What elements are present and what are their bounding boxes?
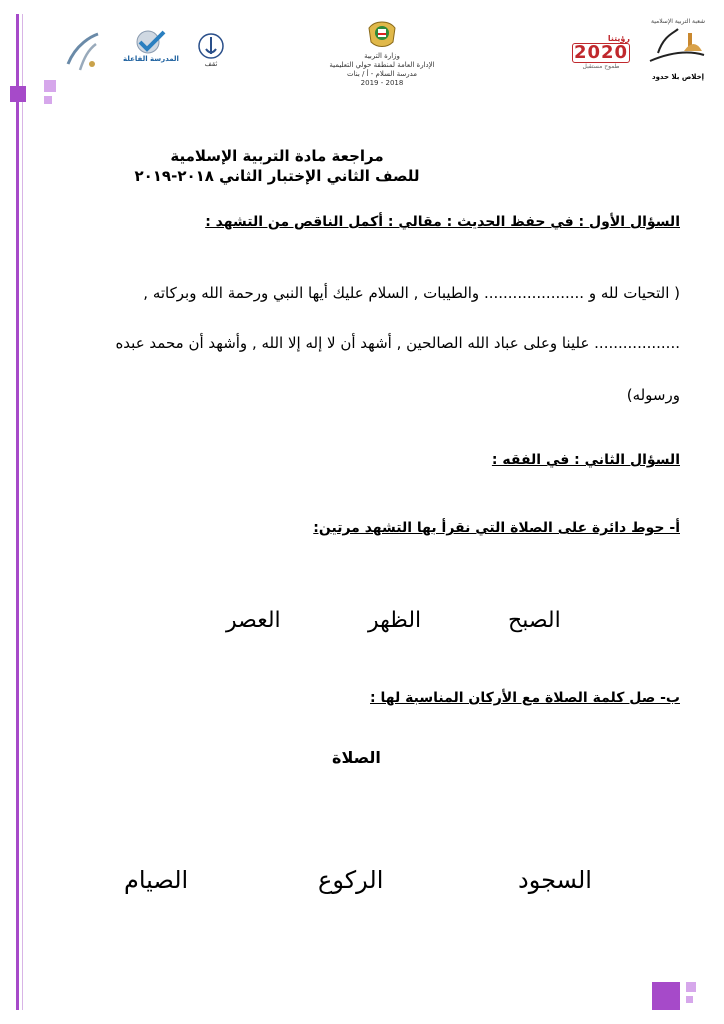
- option-siyam[interactable]: الصيام: [124, 866, 189, 894]
- part-a-label: أ- حوط دائرة على الصلاة التي نقرأ بها التشهد مرتين:: [313, 520, 680, 536]
- logo-islamic-dept: [644, 18, 712, 90]
- kuwait-emblem-icon: [365, 18, 399, 50]
- corner-square-bottom-small2: [686, 996, 693, 1003]
- thaqqaf-text: ثقف: [204, 59, 218, 68]
- page-title: [100, 146, 454, 186]
- anchor-icon: [197, 32, 225, 60]
- dept-top-text: شعبة التربية الإسلامية: [650, 18, 705, 25]
- logo-vision-2020: [572, 34, 630, 74]
- part-b-label: ب- صل كلمة الصلاة مع الأركان المناسبة لها :: [370, 690, 680, 706]
- dept-caption: إخلاص بلا حدود: [651, 73, 705, 81]
- ministry-header: [322, 18, 442, 100]
- corner-square-top: [10, 86, 26, 102]
- logo-effective-school: [122, 24, 180, 68]
- q1-text-line-1: ( التحيات لله و ..................... والطيبات , السلام عليك أيها النبي ورحمة الله وبركاته ,: [143, 284, 680, 302]
- option-rukoo[interactable]: الركوع: [318, 866, 384, 894]
- option-asr[interactable]: العصر: [226, 608, 281, 633]
- question-1-heading: السؤال الأول : في حفظ الحديث : مقالي : أكمل الناقص من التشهد :: [205, 214, 680, 230]
- prayer-word[interactable]: الصلاة: [332, 748, 381, 767]
- corner-square-top-small2: [44, 96, 52, 104]
- vision-label: رؤيتنا: [607, 34, 630, 43]
- vision-year: 2020: [573, 42, 629, 63]
- option-sujood[interactable]: السجود: [518, 866, 592, 894]
- question-2-heading: السؤال الثاني : في الفقه :: [491, 452, 680, 468]
- ministry-line-3: مدرسة السلام - أ / بنات: [347, 70, 417, 78]
- ministry-line-4: 2018 - 2019: [360, 79, 404, 87]
- ministry-line-1: وزارة التربية: [364, 52, 400, 60]
- logo-thaqqaf: [194, 28, 228, 72]
- corner-square-bottom: [652, 982, 680, 1010]
- option-fajr[interactable]: الصبح: [508, 608, 561, 633]
- q1-text-line-2: .................. علينا وعلى عباد الله الصالحين , أشهد أن لا إله إلا الله , وأشهد أن محمد عبده: [115, 334, 680, 352]
- logo-swoosh: [58, 24, 106, 80]
- q1-text-line-3: ورسوله): [626, 386, 680, 404]
- option-dhuhr[interactable]: الظهر: [368, 608, 422, 633]
- mosque-book-icon: [644, 25, 712, 69]
- corner-square-top-small: [44, 80, 56, 92]
- ministry-line-2: الإدارة العامة لمنطقة حولي التعليمية: [329, 61, 435, 69]
- left-border-line-thin: [22, 14, 23, 1010]
- corner-square-bottom-small: [686, 982, 696, 992]
- vision-sub: طموح مستقبل: [582, 63, 620, 70]
- title-line-1: مراجعة مادة التربية الإسلامية: [170, 147, 384, 165]
- title-line-2: للصف الثاني الإختبار الثاني ٢٠١٨-٢٠١٩: [134, 167, 420, 185]
- checkmark-globe-icon: [134, 29, 168, 55]
- school-logo-text: المدرسة الفاعلة: [123, 54, 179, 63]
- left-border-line: [16, 14, 19, 1010]
- swoosh-icon: [58, 24, 106, 80]
